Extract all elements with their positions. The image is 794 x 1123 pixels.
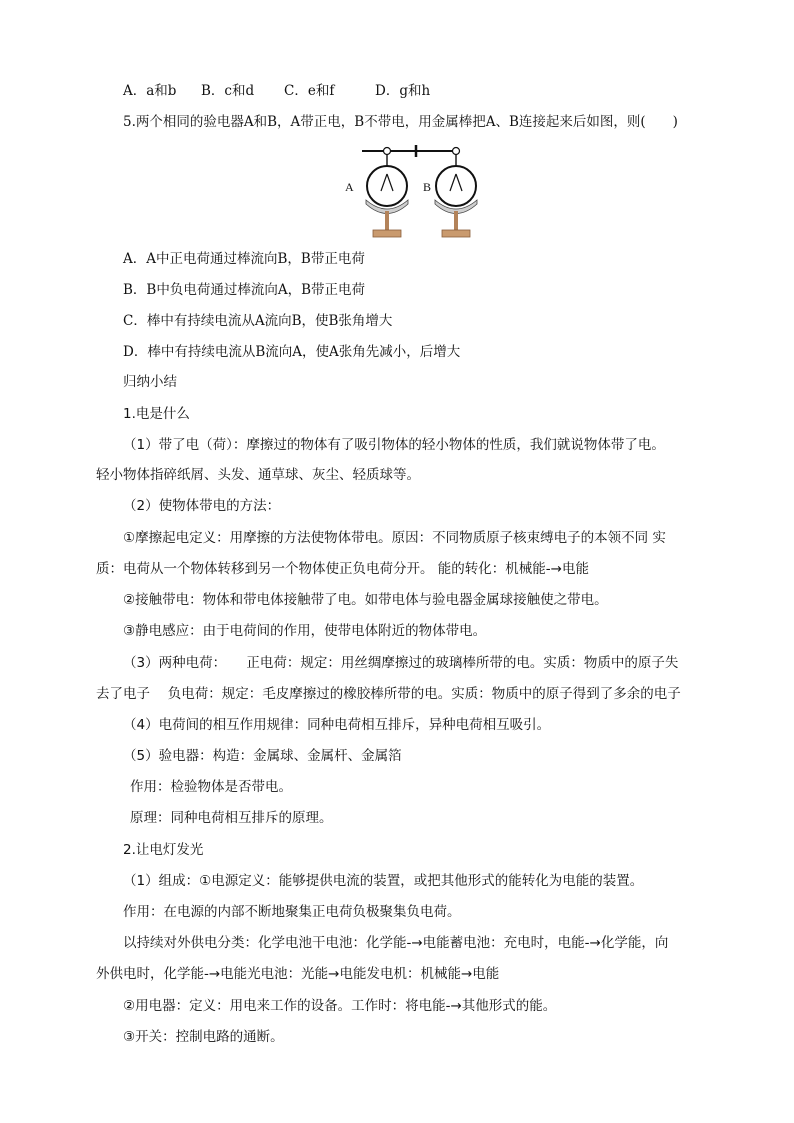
option-c: C．e和f	[284, 83, 335, 99]
q5-option-b: B．B中负电荷通过棒流向A，B带正电荷	[123, 282, 366, 298]
p5-principle: 原理：同种电荷相互排斥的原理。	[130, 810, 333, 826]
label-b: B	[423, 180, 432, 194]
c1-class-line2: 外供电时，化学能-→电能光电池：光能→电能发电机：机械能→电能	[96, 966, 500, 982]
summary-heading: 归纳小结	[123, 374, 177, 390]
label-a: A	[345, 180, 354, 194]
method1-line1: ①摩擦起电定义：用摩擦的方法使物体带电。原因：不同物质原子核束缚电子的本领不同 实	[123, 530, 666, 546]
option-a: A．a和b	[123, 83, 177, 99]
method3: ③静电感应：由于电荷间的作用，使带电体附近的物体带电。	[123, 623, 487, 639]
p2-methods: （2）使物体带电的方法：	[123, 498, 281, 514]
p5-use: 作用：检验物体是否带电。	[130, 779, 292, 795]
p1-line1: （1）带了电（荷）：摩擦过的物体有了吸引物体的轻小物体的性质，我们就说物体带了电。	[123, 437, 665, 453]
electroscope-a	[366, 148, 408, 238]
option-b: B．c和d	[201, 83, 255, 99]
c3-switch: ③开关：控制电路的通断。	[123, 1029, 284, 1045]
method2: ②接触带电：物体和带电体接触带了电。如带电体与验电器金属球接触使之带电。	[123, 592, 608, 608]
p4-interaction: （4）电荷间的相互作用规律：同种电荷相互排斥，异种电荷相互吸引。	[123, 717, 551, 733]
method1-line2: 质：电荷从一个物体转移到另一个物体使正负电荷分开。 能的转化：机械能-→电能	[96, 561, 589, 577]
p3-line1: （3）两种电荷： 正电荷：规定：用丝绸摩擦过的玻璃棒所带的电。实质：物质中的原子失	[123, 655, 679, 671]
c1-composition: （1）组成：①电源定义：能够提供电流的装置，或把其他形式的能转化为电能的装置。	[123, 873, 644, 889]
c1-class-line1: 以持续对外供电分类：化学电池干电池：化学能-→电能蓄电池：充电时，电能-→化学能，向	[123, 935, 669, 951]
q5-option-a: A．A中正电荷通过棒流向B，B带正电荷	[123, 251, 365, 267]
c2-appliance: ②用电器：定义：用电来工作的设备。工作时：将电能-→其他形式的能。	[123, 998, 557, 1014]
section2-title: 2.让电灯发光	[123, 842, 204, 858]
option-d: D．g和h	[375, 83, 431, 99]
electroscope-b	[435, 148, 477, 238]
p1-line2: 轻小物体指碎纸屑、头发、通草球、灰尘、轻质球等。	[96, 467, 420, 483]
p3-line2: 去了电子 负电荷：规定：毛皮摩擦过的橡胶棒所带的电。实质：物质中的原子得到了多余的电子	[96, 686, 681, 702]
c1-use: 作用：在电源的内部不断地聚集正电荷负极聚集负电荷。	[123, 904, 461, 920]
q5-option-c: C．棒中有持续电流从A流向B，使B张角增大	[123, 313, 393, 329]
q5-option-d: D．棒中有持续电流从B流向A，使A张角先减小，后增大	[123, 344, 461, 360]
section1-title: 1.电是什么	[123, 406, 190, 422]
p5-electroscope: （5）验电器：构造：金属球、金属杆、金属箔	[123, 748, 402, 764]
electroscope-figure	[340, 144, 480, 240]
question5-stem: 5.两个相同的验电器A和B，A带正电，B不带电，用金属棒把A、B连接起来后如图，则( )	[123, 114, 678, 130]
